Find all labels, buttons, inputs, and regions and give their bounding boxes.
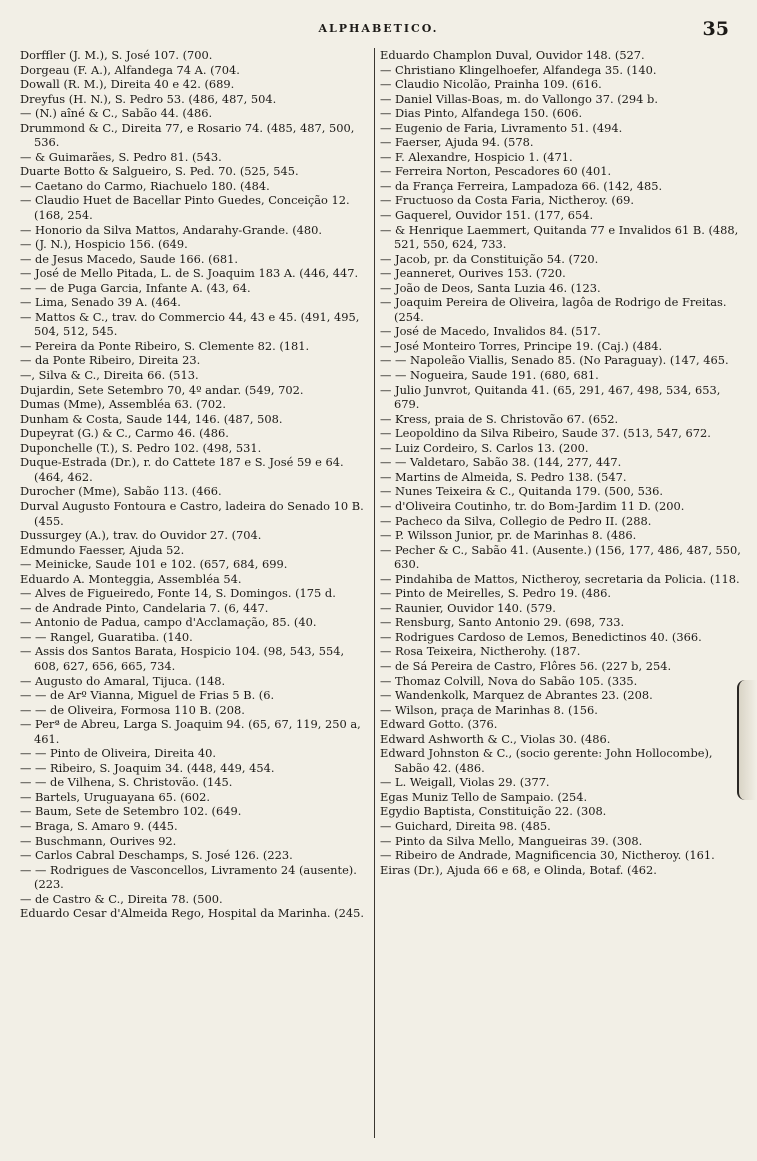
directory-columns: [20, 48, 745, 1148]
directory-entry: Edward Johnston & C., (socio gerente: John Hollocombe), Sabão 42. (486.: [380, 746, 713, 775]
directory-entry: — Luiz Cordeiro, S. Carlos 13. (200.: [380, 440, 589, 455]
directory-entry: — Thomaz Colvill, Nova do Sabão 105. (335.: [380, 673, 638, 688]
directory-entry: — Daniel Villas-Boas, m. do Vallongo 37. (294 b.: [380, 91, 658, 106]
directory-entry: — Pindahiba de Mattos, Nictheroy, secretaria da Policia. (118.: [380, 571, 740, 586]
directory-entry: — & Henrique Laemmert, Quitanda 77 e Invalidos 61 B. (488, 521, 550, 624, 733.: [380, 222, 739, 252]
directory-entry: Edward Gotto. (376.: [380, 717, 498, 732]
directory-entry: Duque-Estrada (Dr.), r. do Cattete 187 e S. José 59 e 64. (464, 462.: [20, 455, 344, 484]
directory-entry: Drummond & C., Direita 77, e Rosario 74. (485, 487, 500, 536.: [20, 120, 355, 150]
page-number: 35: [702, 18, 729, 40]
directory-entry: — d'Oliveira Coutinho, tr. do Bom-Jardim 11 D. (200.: [380, 498, 685, 513]
directory-entry: — Jacob, pr. da Constituição 54. (720.: [380, 251, 599, 266]
directory-entry: — João de Deos, Santa Luzia 46. (123.: [380, 280, 601, 295]
directory-entry: — José de Macedo, Invalidos 84. (517.: [380, 324, 601, 339]
directory-entry: — da França Ferreira, Lampadoza 66. (142, 485.: [380, 178, 663, 193]
directory-entry: — Claudio Huet de Bacellar Pinto Guedes, Conceição 12. (168, 254.: [20, 193, 350, 223]
directory-entry: — — Rangel, Guaratiba. (140.: [20, 629, 193, 644]
directory-entry: Dorffler (J. M.), S. José 107. (700.: [20, 48, 213, 62]
directory-entry: — — de Vilhena, S. Christovão. (145.: [20, 775, 233, 790]
directory-entry: — Wandenkolk, Marquez de Abrantes 23. (208.: [380, 688, 653, 703]
directory-entry: Dunham & Costa, Saude 144, 146. (487, 508.: [20, 411, 283, 426]
directory-entry: — Wilson, praça de Marinhas 8. (156.: [380, 702, 598, 717]
directory-entry: — Meinicke, Saude 101 e 102. (657, 684, 699.: [20, 557, 288, 572]
directory-entry: — — Valdetaro, Sabão 38. (144, 277, 447.: [380, 455, 622, 470]
directory-entry: — de Andrade Pinto, Candelaria 7. (6, 447.: [20, 600, 269, 615]
directory-entry: — Rodrigues Cardoso de Lemos, Benedictinos 40. (366.: [380, 629, 702, 644]
directory-entry: — — de Puga Garcia, Infante A. (43, 64.: [20, 280, 251, 295]
directory-entry: — Rosa Teixeira, Nictherohy. (187.: [380, 644, 581, 659]
directory-entry: — José de Mello Pitada, L. de S. Joaquim 183 A. (446, 447.: [20, 266, 359, 281]
directory-entry: — de Jesus Macedo, Saude 166. (681.: [20, 251, 238, 266]
directory-entry: — Martins de Almeida, S. Pedro 138. (547.: [380, 469, 627, 484]
directory-entry: — Guichard, Direita 98. (485.: [380, 818, 551, 833]
right-column: [380, 48, 742, 1148]
directory-entry: — Dias Pinto, Alfandega 150. (606.: [380, 106, 583, 121]
directory-entry: Egas Muniz Tello de Sampaio. (254.: [380, 789, 588, 804]
directory-entry: — Claudio Nicolão, Prainha 109. (616.: [380, 77, 602, 92]
directory-entry: — L. Weigall, Violas 29. (377.: [380, 775, 550, 790]
directory-entry: Egydio Baptista, Constituição 22. (308.: [380, 804, 607, 819]
directory-entry: — Nunes Teixeira & C., Quitanda 179. (500, 536.: [380, 484, 664, 499]
directory-entry: Eduardo Cesar d'Almeida Rego, Hospital da Marinha. (245.: [20, 906, 364, 921]
directory-entry: — Raunier, Ouvidor 140. (579.: [380, 600, 556, 615]
directory-entry: — Mattos & C., trav. do Commercio 44, 43 e 45. (491, 495, 504, 512, 545.: [20, 309, 360, 339]
directory-entry: — Caetano do Carmo, Riachuelo 180. (484.: [20, 178, 270, 193]
directory-entry: — — Ribeiro, S. Joaquim 34. (448, 449, 454.: [20, 760, 275, 775]
directory-entry: — (J. N.), Hospicio 156. (649.: [20, 237, 188, 252]
directory-entry: — Ribeiro de Andrade, Magnificencia 30, Nictheroy. (161.: [380, 848, 715, 863]
directory-entry: Eiras (Dr.), Ajuda 66 e 68, e Olinda, Botaf. (462.: [380, 862, 657, 877]
directory-entry: — & Guimarães, S. Pedro 81. (543.: [20, 149, 222, 164]
directory-entry: — Kress, praia de S. Christovão 67. (652.: [380, 411, 619, 426]
directory-entry: — de Castro & C., Direita 78. (500.: [20, 891, 223, 906]
directory-entry: — Augusto do Amaral, Tijuca. (148.: [20, 673, 226, 688]
directory-entry: — Joaquim Pereira de Oliveira, lagôa de Rodrigo de Freitas. (254.: [380, 295, 727, 324]
directory-entry: — — Napoleão Viallis, Senado 85. (No Paraguay). (147, 465.: [380, 353, 729, 368]
directory-entry: Dowall (R. M.), Direita 40 e 42. (689.: [20, 77, 235, 92]
directory-entry: — José Monteiro Torres, Principe 19. (Caj.) (484.: [380, 338, 663, 353]
directory-entry: Duponchelle (T.), S. Pedro 102. (498, 531.: [20, 440, 262, 455]
directory-entry: — de Sá Pereira de Castro, Flôres 56. (227 b, 254.: [380, 658, 672, 673]
directory-entry: Edward Ashworth & C., Violas 30. (486.: [380, 731, 611, 746]
directory-entry: —, Silva & C., Direita 66. (513.: [20, 368, 199, 383]
directory-entry: — — Rodrigues de Vasconcellos, Livramento 24 (ausente). (223.: [20, 862, 357, 892]
directory-entry: — — de Arº Vianna, Miguel de Frias 5 B. (6.: [20, 688, 275, 703]
directory-entry: — Lima, Senado 39 A. (464.: [20, 295, 181, 310]
directory-entry: Eduardo A. Monteggia, Assembléa 54.: [20, 571, 242, 586]
directory-entry: — F. Alexandre, Hospicio 1. (471.: [380, 149, 573, 164]
directory-entry: — Ferreira Norton, Pescadores 60 (401.: [380, 164, 612, 179]
directory-entry: Dujardin, Sete Setembro 70, 4º andar. (549, 702.: [20, 382, 304, 397]
directory-entry: — Eugenio de Faria, Livramento 51. (494.: [380, 120, 623, 135]
directory-entry: — Faerser, Ajuda 94. (578.: [380, 135, 534, 150]
directory-entry: — — de Oliveira, Formosa 110 B. (208.: [20, 702, 245, 717]
directory-entry: — Rensburg, Santo Antonio 29. (698, 733.: [380, 615, 625, 630]
directory-entry: — Braga, S. Amaro 9. (445.: [20, 818, 178, 833]
directory-entry: — Pecher & C., Sabão 41. (Ausente.) (156, 177, 486, 487, 550, 630.: [380, 542, 741, 572]
directory-entry: Dussurgey (A.), trav. do Ouvidor 27. (704.: [20, 528, 262, 543]
directory-entry: Duarte Botto & Salgueiro, S. Ped. 70. (525, 545.: [20, 164, 299, 179]
directory-entry: — Honorio da Silva Mattos, Andarahy-Grande. (480.: [20, 222, 323, 237]
directory-entry: — Antonio de Padua, campo d'Acclamação, 85. (40.: [20, 615, 317, 630]
directory-entry: — Leopoldino da Silva Ribeiro, Saude 37. (513, 547, 672.: [380, 426, 711, 441]
directory-entry: — Pinto de Meirelles, S. Pedro 19. (486.: [380, 586, 611, 601]
directory-entry: — P. Wilsson Junior, pr. de Marinhas 8. (486.: [380, 528, 637, 543]
page-header: [0, 18, 757, 42]
directory-entry: — (N.) aîné & C., Sabão 44. (486.: [20, 106, 213, 121]
directory-entry: — Bartels, Uruguayana 65. (602.: [20, 789, 210, 804]
left-column: [20, 48, 368, 1148]
directory-entry: — Fructuoso da Costa Faria, Nictheroy. (69.: [380, 193, 634, 208]
column-divider: [374, 48, 375, 1138]
directory-entry: Durval Augusto Fontoura e Castro, ladeira do Senado 10 B. (455.: [20, 498, 364, 528]
directory-entry: — Carlos Cabral Deschamps, S. José 126. (223.: [20, 848, 293, 863]
directory-entry: Edmundo Faesser, Ajuda 52.: [20, 542, 185, 557]
directory-entry: Eduardo Champlon Duval, Ouvidor 148. (527.: [380, 48, 645, 62]
directory-entry: — Christiano Klingelhoefer, Alfandega 35. (140.: [380, 62, 657, 77]
directory-entry: Dumas (Mme), Assembléa 63. (702.: [20, 397, 226, 412]
directory-entry: — Buschmann, Ourives 92.: [20, 833, 177, 848]
directory-entry: — Baum, Sete de Setembro 102. (649.: [20, 804, 242, 819]
directory-entry: — Julio Junvrot, Quitanda 41. (65, 291, 467, 498, 534, 653, 679.: [380, 382, 721, 412]
directory-entry: Dorgeau (F. A.), Alfandega 74 A. (704.: [20, 62, 240, 77]
directory-entry: — Pacheco da Silva, Collegio de Pedro II. (288.: [380, 513, 652, 528]
binding-edge: [737, 680, 757, 800]
directory-entry: — Assis dos Santos Barata, Hospicio 104. (98, 543, 554, 608, 627, 656, 665, 734.: [20, 644, 345, 673]
directory-entry: — Pereira da Ponte Ribeiro, S. Clemente 82. (181.: [20, 338, 310, 353]
running-title: ALPHABETICO.: [318, 22, 439, 35]
directory-entry: Dreyfus (H. N.), S. Pedro 53. (486, 487, 504.: [20, 91, 277, 106]
directory-entry: Durocher (Mme), Sabão 113. (466.: [20, 484, 222, 499]
directory-entry: — Gaquerel, Ouvidor 151. (177, 654.: [380, 208, 594, 223]
directory-entry: Dupeyrat (G.) & C., Carmo 46. (486.: [20, 426, 229, 441]
directory-entry: — Alves de Figueiredo, Fonte 14, S. Domingos. (175 d.: [20, 586, 336, 601]
directory-entry: — — Nogueira, Saude 191. (680, 681.: [380, 368, 599, 383]
directory-entry: — Jeanneret, Ourives 153. (720.: [380, 266, 566, 281]
directory-entry: — Perª de Abreu, Larga S. Joaquim 94. (65, 67, 119, 250 a, 461.: [20, 717, 361, 746]
directory-entry: — Pinto da Silva Mello, Mangueiras 39. (308.: [380, 833, 643, 848]
directory-entry: — da Ponte Ribeiro, Direita 23.: [20, 353, 201, 368]
directory-entry: — — Pinto de Oliveira, Direita 40.: [20, 746, 217, 761]
